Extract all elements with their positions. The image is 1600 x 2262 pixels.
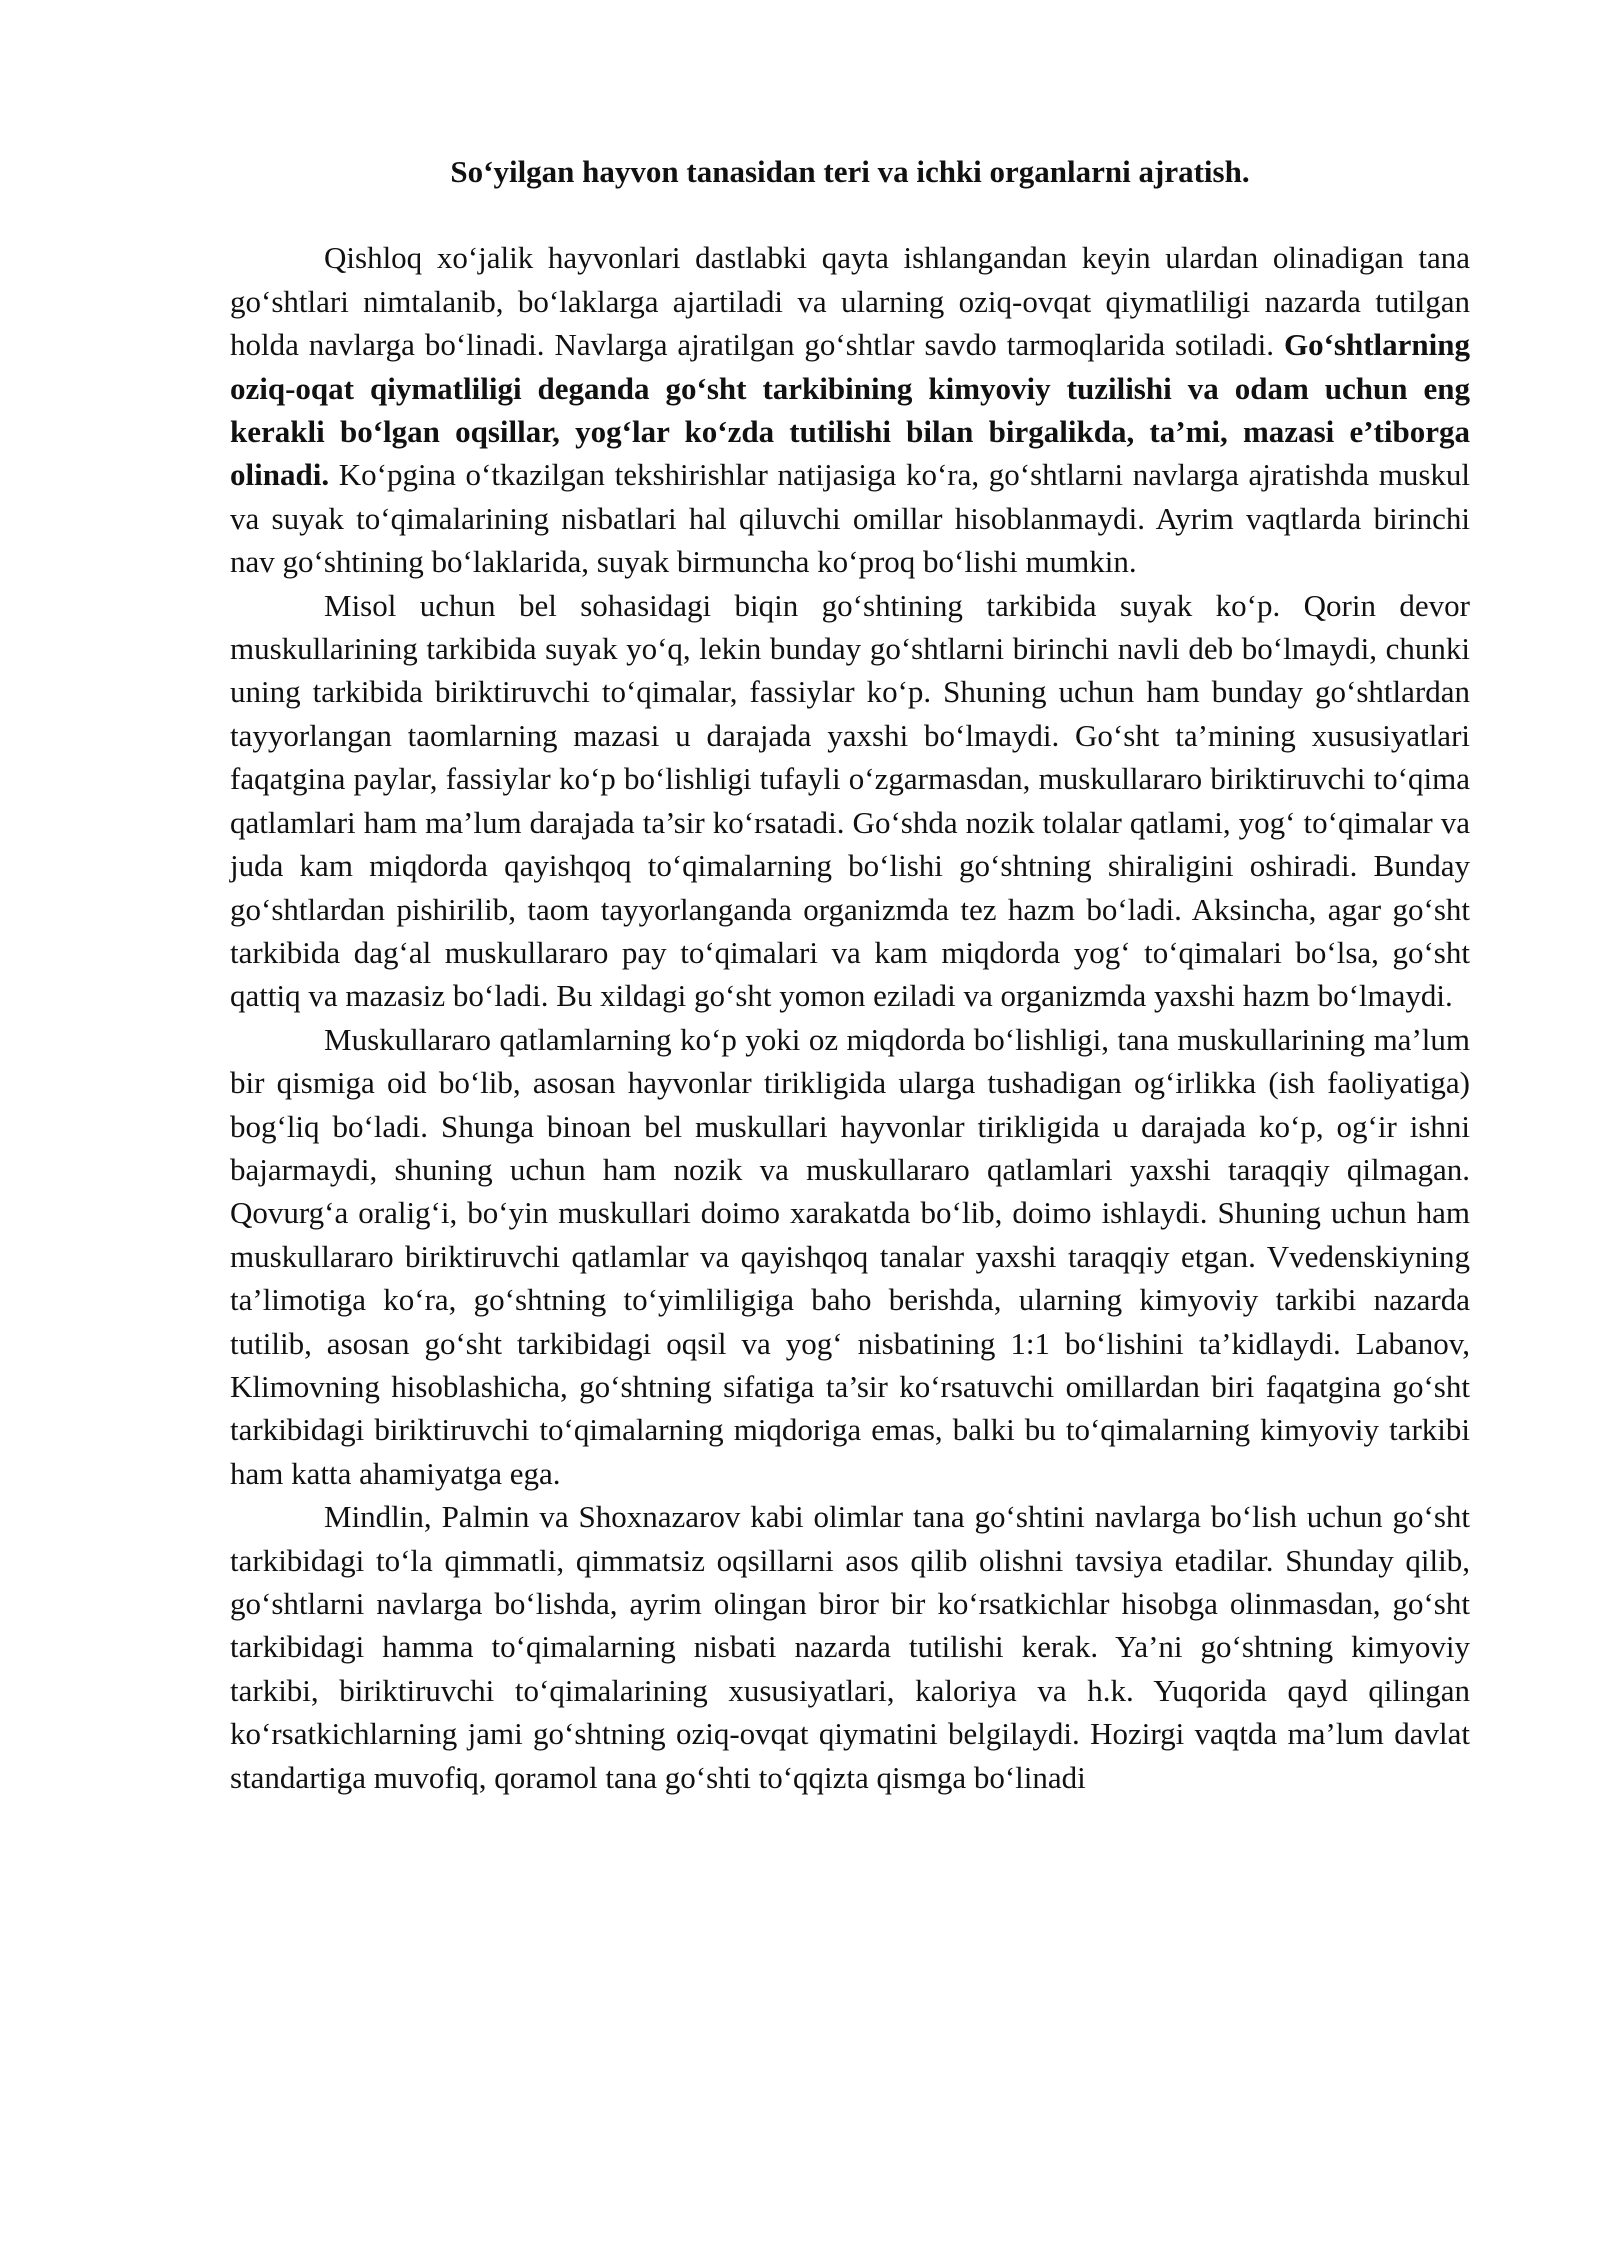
paragraph-1-tail: Ko‘pgina o‘tkazilgan tekshirishlar natijasiga ko‘ra, go‘shtlarni navlarga ajratishda muskul va suyak to‘qimalarining nisbatlari hal qiluvchi omillar hisoblanmaydi. Ayrim vaqtlarda birinchi nav go‘shtining bo‘laklarida, suyak birmuncha ko‘proq bo‘lishi mumkin. <box>230 457 1470 580</box>
paragraph-1-bold-sentence: Go‘shtlarning oziq-oqat qiymatliligi deganda go‘sht tarkibining kimyoviy tuzilishi va odam uchun eng kerakli bo‘lgan oqsillar, yog‘lar ko‘zda tutilishi bilan birgalikda, ta’mi, mazasi e’tiborga olinadi. <box>230 327 1470 493</box>
paragraph-2: Misol uchun bel sohasidagi biqin go‘shtining tarkibida suyak ko‘p. Qorin devor muskullarining tarkibida suyak yo‘q, lekin bunday go‘shtlarni birinchi navli deb bo‘lmaydi, chunki uning tarkibida biriktiruvchi to‘qimalar, fassiylar ko‘p. Shuning uchun ham bunday go‘shtlardan tayyorlangan taomlarning mazasi u darajada yaxshi bo‘lmaydi. Go‘sht ta’mining xususiyatlari faqatgina paylar, fassiylar ko‘p bo‘lishligi tufayli o‘zgarmasdan, muskullararo biriktiruvchi to‘qima qatlamlari ham ma’lum darajada ta’sir ko‘rsatadi. Go‘shda nozik tolalar qatlami, yog‘ to‘qimalar va juda kam miqdorda qayishqoq to‘qimalarning bo‘lishi go‘shtning shiraligini oshiradi. Bunday go‘shtlardan pishirilib, taom tayyorlanganda organizmda tez hazm bo‘ladi. Aksincha, agar go‘sht tarkibida dag‘al muskullararo pay to‘qimalari va kam miqdorda yog‘ to‘qimalari bo‘lsa, go‘sht qattiq va mazasiz bo‘ladi. Bu xildagi go‘sht yomon eziladi va organizmda yaxshi hazm bo‘lmaydi. <box>230 587 1470 1014</box>
document-title: So‘yilgan hayvon tanasidan teri va ichki organlarni ajratish. <box>450 154 1250 189</box>
paragraph-3: Muskullararo qatlamlarning ko‘p yoki oz miqdorda bo‘lishligi, tana muskullarining ma’lum bir qismiga oid bo‘lib, asosan hayvonlar tirikligida ularga tushadigan og‘irlikka (ish faoliyatiga) bog‘liq bo‘ladi. Shunga binoan bel muskullari hayvonlar tirikligida u darajada ko‘p, og‘ir ishni bajarmaydi, shuning uchun ham nozik va muskullararo qatlamlari yaxshi taraqqiy qilmagan. Qovurg‘a oralig‘i, bo‘yin muskullari doimo xarakatda bo‘lib, doimo ishlaydi. Shuning uchun ham muskullararo biriktiruvchi qatlamlar va qayishqoq tanalar yaxshi taraqqiy etgan. Vvedenskiyning ta’limotiga ko‘ra, go‘shtning to‘yimliligiga baho berishda, ularning kimyoviy tarkibi nazarda tutilib, asosan go‘sht tarkibidagi oqsil va yog‘ nisbatining 1:1 bo‘lishini ta’kidlaydi. Labanov, Klimovning hisoblashicha, go‘shtning sifatiga ta’sir ko‘rsatuvchi omillardan biri faqatgina go‘sht tarkibidagi biriktiruvchi to‘qimalarning miqdoriga emas, balki bu to‘qimalarning kimyoviy tarkibi ham katta ahamiyatga ega. <box>230 1021 1470 1491</box>
paragraph-4: Mindlin, Palmin va Shoxnazarov kabi olimlar tana go‘shtini navlarga bo‘lish uchun go‘sht tarkibidagi to‘la qimmatli, qimmatsiz oqsillarni asos qilib olishni tavsiya etadilar. Shunday qilib, go‘shtlarni navlarga bo‘lishda, ayrim olingan biror bir ko‘rsatkichlar hisobga olinmasdan, go‘sht tarkibidagi hamma to‘qimalarning nisbati nazarda tutilishi kerak. Ya’ni go‘shtning kimyoviy tarkibi, biriktiruvchi to‘qimalarining xususiyatlari, kaloriya va h.k. Yuqorida qayd qilingan ko‘rsatkichlarning jami go‘shtning oziq-ovqat qiymatini belgilaydi. Hozirgi vaqtda ma’lum davlat standartiga muvofiq, qoramol tana go‘shti to‘qqizta qismga bo‘linadi <box>230 1499 1470 1795</box>
document-page <box>230 150 1470 1799</box>
paragraph-1 <box>230 236 1470 583</box>
paragraph-1-lead: Qishloq xo‘jalik hayvonlari dastlabki qayta ishlangandan keyin ulardan olinadigan tana go‘shtlari nimtalanib, bo‘laklarga ajartiladi va ularning oziq-ovqat qiymatliligi nazarda tutilgan holda navlarga bo‘linadi. Navlarga ajratilgan go‘shtlar savdo tarmoqlarida sotiladi. <box>230 240 1470 363</box>
